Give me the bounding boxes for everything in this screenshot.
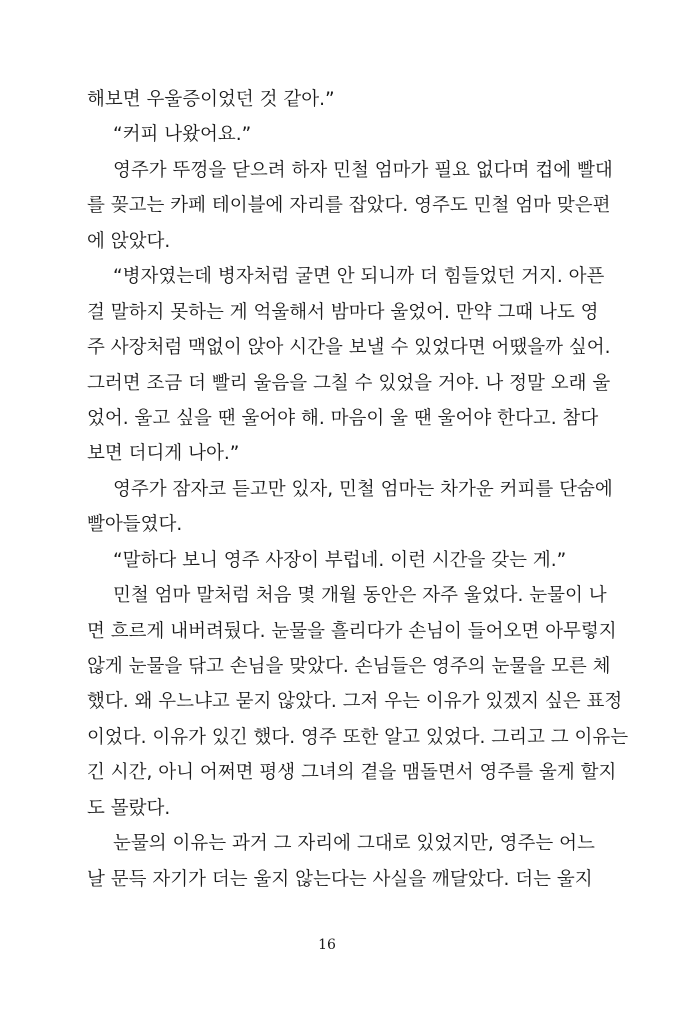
body-text <box>87 82 629 897</box>
text-line: 날 문득 자기가 더는 울지 않는다는 사실을 깨달았다. 더는 울지 <box>87 868 593 890</box>
text-line: 면 흐르게 내버려뒀다. 눈물을 흘리다가 손님이 들어오면 아무렇지 <box>87 620 617 642</box>
page-number: 16 <box>318 937 336 953</box>
text-line: 주 사장처럼 맥없이 앉아 시간을 보낼 수 있었다면 어땠을까 싶어. <box>87 337 611 359</box>
text-line: 도 몰랐다. <box>87 797 171 819</box>
text-line: 영주가 잠자코 듣고만 있자, 민철 엄마는 차가운 커피를 단숨에 <box>113 478 613 500</box>
text-line: 걸 말하지 못하는 게 억울해서 밤마다 울었어. 만약 그때 나도 영 <box>87 301 599 323</box>
text-line: 했다. 왜 우느냐고 묻지 않았다. 그저 우는 이유가 있겠지 싶은 표정 <box>87 691 623 713</box>
text-line: “말하다 보니 영주 사장이 부럽네. 이런 시간을 갖는 게.” <box>113 549 567 571</box>
text-line: 민철 엄마 말처럼 처음 몇 개월 동안은 자주 울었다. 눈물이 나 <box>113 585 607 607</box>
text-line: 이었다. 이유가 있긴 했다. 영주 또한 알고 있었다. 그리고 그 이유는 <box>87 726 629 748</box>
text-line: 었어. 울고 싶을 땐 울어야 해. 마음이 울 땐 울어야 한다고. 참다 <box>87 407 599 429</box>
text-line: 빨아들였다. <box>87 514 183 536</box>
text-line: “병자였는데 병자처럼 굴면 안 되니까 더 힘들었던 거지. 아픈 <box>113 266 605 288</box>
text-line: “커피 나왔어요.” <box>113 124 252 146</box>
text-line: 그러면 조금 더 빨리 울음을 그칠 수 있었을 거야. 나 정말 오래 울 <box>87 372 611 394</box>
text-line: 긴 시간, 아니 어쩌면 평생 그녀의 곁을 맴돌면서 영주를 울게 할지 <box>87 762 617 784</box>
text-line: 에 앉았다. <box>87 230 171 252</box>
text-line: 를 꽂고는 카페 테이블에 자리를 잡았다. 영주도 민철 엄마 맞은편 <box>87 195 611 217</box>
text-line: 영주가 뚜껑을 닫으려 하자 민철 엄마가 필요 없다며 컵에 빨대 <box>113 159 613 181</box>
text-line: 해보면 우울증이었던 것 같아.” <box>87 89 335 110</box>
text-line: 보면 더디게 나아.” <box>87 443 240 465</box>
text-line: 눈물의 이유는 과거 그 자리에 그대로 있었지만, 영주는 어느 <box>113 833 595 855</box>
text-line: 않게 눈물을 닦고 손님을 맞았다. 손님들은 영주의 눈물을 모른 체 <box>87 656 611 677</box>
